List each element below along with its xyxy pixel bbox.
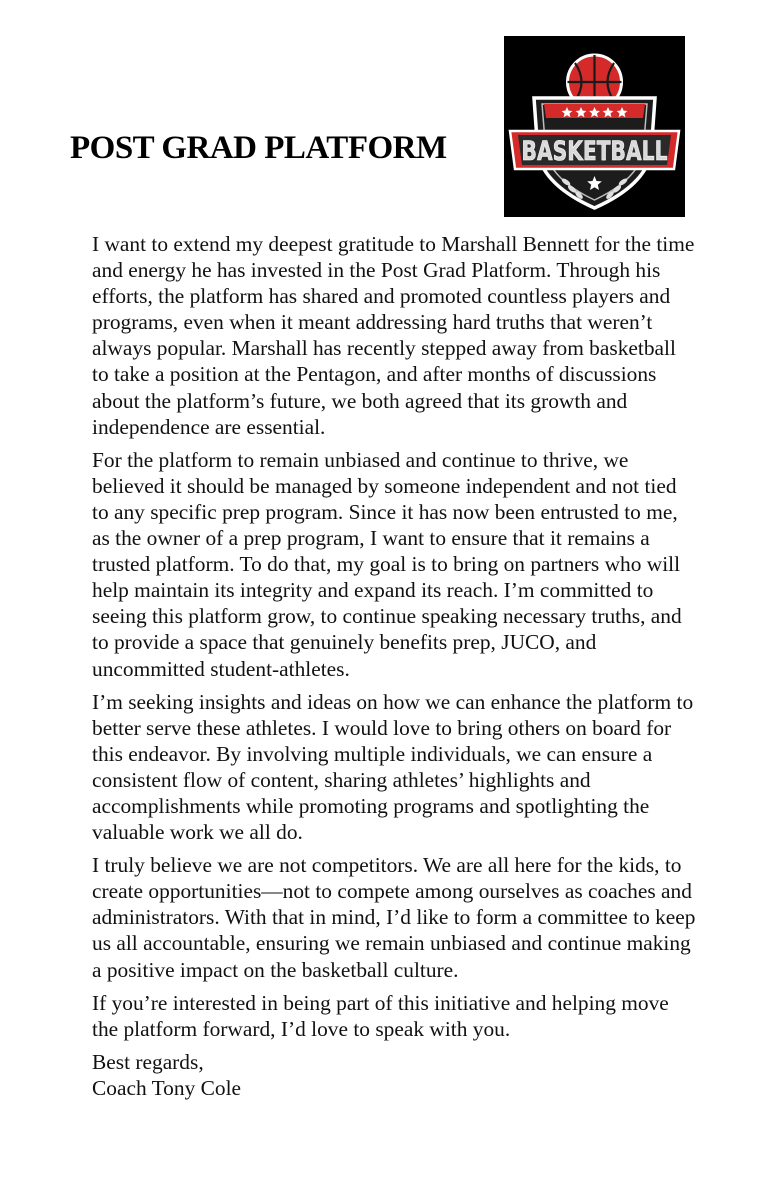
logo-text: BASKETBALL: [521, 136, 668, 167]
basketball-shield-logo: [504, 36, 685, 217]
paragraph-1: I want to extend my deepest gratitude to Marshall Bennett for the time and energy he has invested in the Post Grad Platform. Through his efforts, the platform has shared and promoted countless players and programs, even when it meant addressing hard truths that weren’t always popular. Marshall has recently stepped away from basketball to take a position at the Pentagon, and after months of discussions about the platform’s future, we both agreed that its growth and independence are essential.: [92, 232, 695, 439]
letter-body: [92, 231, 697, 1101]
paragraph-3: I’m seeking insights and ideas on how we can enhance the platform to better serve these athletes. I would love to bring others on board for this endeavor. By involving multiple individuals, we can ensure a consistent flow of content, sharing athletes’ highlights and accomplishments while promoting programs and spotlighting the valuable work we all do.: [92, 689, 694, 845]
salutation: Best regards,: [92, 1049, 204, 1074]
paragraph-2: For the platform to remain unbiased and continue to thrive, we believed it should be managed by someone independent and not tied to any specific prep program. Since it has now been entrusted to me, as the owner of a prep program, I want to ensure that it remains a trusted platform. To do that, my goal is to bring on partners who will help maintain its integrity and expand its reach. I’m committed to seeing this platform grow, to continue speaking necessary truths, and to provide a space that genuinely benefits prep, JUCO, and uncommitted student-athletes.: [92, 447, 682, 681]
basketball-logo-graphic: [504, 36, 685, 217]
paragraph-4: I truly believe we are not competitors. We are all here for the kids, to create opportunities—not to compete among ourselves as coaches and administrators. With that in mind, I’d like to form a committee to keep us all accountable, ensuring we remain unbiased and continue making a positive impact on the basketball culture.: [92, 853, 696, 982]
page-title: POST GRAD PLATFORM: [70, 130, 447, 166]
closing-block: [92, 1049, 697, 1101]
signature: Coach Tony Cole: [92, 1075, 242, 1100]
paragraph-5: If you’re interested in being part of this initiative and helping move the platform forward, I’d love to speak with you.: [92, 990, 669, 1041]
